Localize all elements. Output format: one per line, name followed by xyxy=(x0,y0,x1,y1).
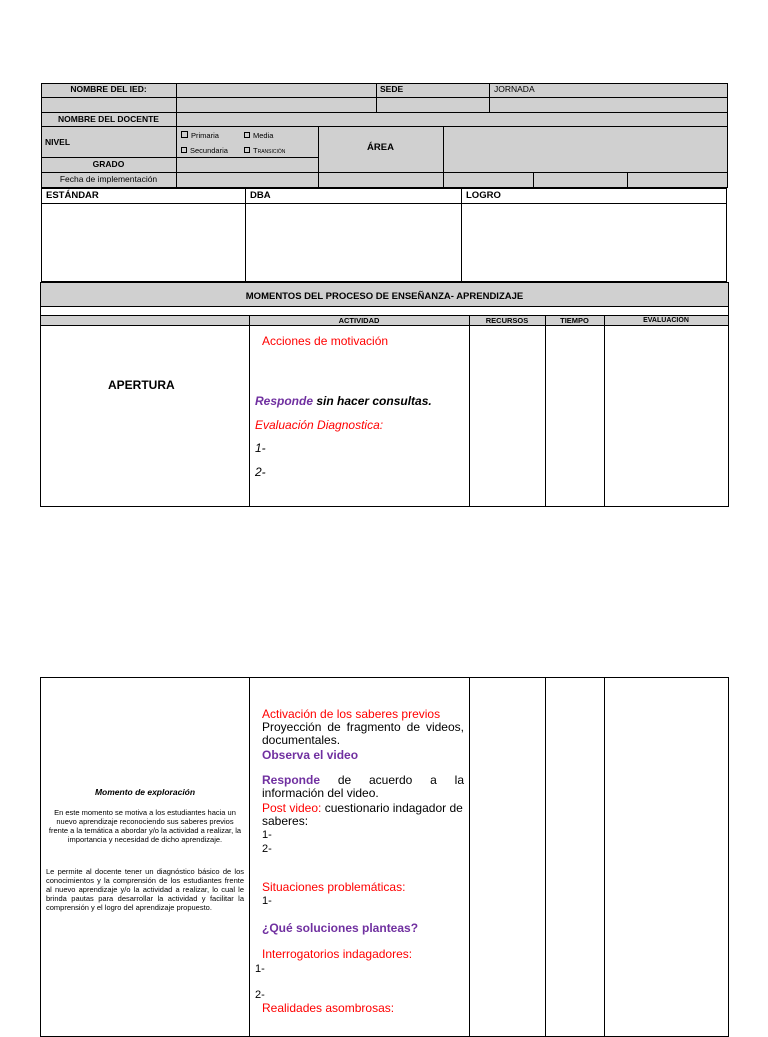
soluciones-pregunta: ¿Qué soluciones planteas? xyxy=(262,921,419,935)
standards-col-line xyxy=(245,188,246,282)
standards-header-line xyxy=(41,203,727,204)
header-col-line xyxy=(489,83,490,112)
moments-col-line xyxy=(604,315,605,507)
sede-label: SEDE xyxy=(380,84,404,94)
standards-col-line xyxy=(461,188,462,282)
header-row-line xyxy=(41,157,176,158)
post-video: Post video: cuestionario indagador de saberes: xyxy=(262,801,463,828)
apertura-responde: Responde sin hacer consultas. xyxy=(255,394,432,408)
header-col-line xyxy=(443,126,444,188)
nivel-option-transicion[interactable]: Transición xyxy=(244,146,285,155)
estandar-label: ESTÁNDAR xyxy=(46,190,99,201)
checkbox-icon[interactable] xyxy=(244,132,250,138)
header-col-line xyxy=(318,126,319,188)
exploration-col-line xyxy=(604,677,605,1037)
evaluacion-diagnostica: Evaluación Diagnostica: xyxy=(255,418,384,432)
column-actividad: ACTIVIDAD xyxy=(338,316,380,325)
header-row-line xyxy=(41,97,728,98)
moments-header-line xyxy=(40,325,729,326)
checkbox-icon[interactable] xyxy=(244,147,250,153)
apertura-label: APERTURA xyxy=(108,378,175,392)
column-tiempo: TIEMPO xyxy=(560,316,589,325)
header-row-line xyxy=(41,112,728,113)
nivel-option-media[interactable]: Media xyxy=(244,131,273,140)
exploration-paragraph-2: Le permite al docente tener un diagnóstico básico de los conocimientos y la comprensión de los estudiantes frente al nuevo aprendizaje y/o la actividad a realizar, lo cual le brinda pautas para desarrollar la actividad y facilitar la comprensión y el logro del aprendizaje propuesto. xyxy=(46,867,244,912)
activacion-saberes: Activación de los saberes previos xyxy=(262,707,441,721)
area-label: ÁREA xyxy=(367,142,394,153)
apertura-item-1: 1- xyxy=(255,441,266,455)
header-col-line xyxy=(176,83,177,188)
exploration-responde: Responde de acuerdo a la información del video. xyxy=(262,773,464,800)
fecha-label: Fecha de implementación xyxy=(59,174,158,184)
moments-col-line xyxy=(545,315,546,507)
moments-col-line xyxy=(469,315,470,507)
post-video-item-2: 2- xyxy=(262,843,272,855)
column-evaluacion: EVALUACIÓN xyxy=(643,317,689,324)
docente-label: NOMBRE DEL DOCENTE xyxy=(58,114,159,124)
exploration-col-line xyxy=(545,677,546,1037)
checkbox-icon[interactable] xyxy=(181,147,187,153)
exploration-col-line xyxy=(249,677,250,1037)
observa-video: Observa el video xyxy=(262,748,359,762)
exploration-title: Momento de exploración xyxy=(94,787,196,797)
header-row-line xyxy=(176,157,319,158)
apertura-item-2: 2- xyxy=(255,465,266,479)
moments-title: MOMENTOS DEL PROCESO DE ENSEÑANZA- APRENDIZAJE xyxy=(245,291,524,302)
post-video-item-1: 1- xyxy=(262,829,272,841)
nivel-label: NIVEL xyxy=(45,137,71,147)
header-col-line xyxy=(533,172,534,188)
jornada-label: JORNADA xyxy=(494,84,535,94)
nivel-option-secundaria[interactable]: Secundaria xyxy=(181,146,228,155)
checkbox-icon[interactable] xyxy=(181,131,188,138)
logro-label: LOGRO xyxy=(466,190,501,201)
exploration-col-line xyxy=(469,677,470,1037)
realidades-asombrosas: Realidades asombrosas: xyxy=(262,1001,395,1015)
header-col-line xyxy=(627,172,628,188)
proyeccion-videos: Proyección de fragmento de videos, documentales. xyxy=(262,720,464,747)
interrogatorios-item-1: 1- xyxy=(255,963,265,975)
grado-label: GRADO xyxy=(92,159,125,169)
moments-col-line xyxy=(249,315,250,507)
interrogatorios-item-2: 2- xyxy=(255,989,265,1001)
acciones-motivacion: Acciones de motivación xyxy=(262,334,389,348)
situaciones-item-1: 1- xyxy=(262,895,272,907)
situaciones-problematicas: Situaciones problemáticas: xyxy=(262,880,406,894)
moments-title-line xyxy=(40,306,729,307)
header-col-line xyxy=(376,83,377,112)
dba-label: DBA xyxy=(250,190,271,201)
ied-label: NOMBRE DEL IED: xyxy=(70,84,147,94)
header-row-line xyxy=(41,172,728,173)
nivel-option-primaria[interactable]: Primaria xyxy=(181,131,219,140)
column-recursos: RECURSOS xyxy=(485,316,529,325)
header-row-line xyxy=(41,126,728,127)
exploration-paragraph-1: En este momento se motiva a los estudiantes hacia un nuevo aprendizaje reconociendo sus saberes previos frente a la temática a abordar y/o la actividad a realizar, la importancia y necesidad de dicho aprendizaje. xyxy=(48,808,242,844)
interrogatorios-indagadores: Interrogatorios indagadores: xyxy=(262,947,413,961)
